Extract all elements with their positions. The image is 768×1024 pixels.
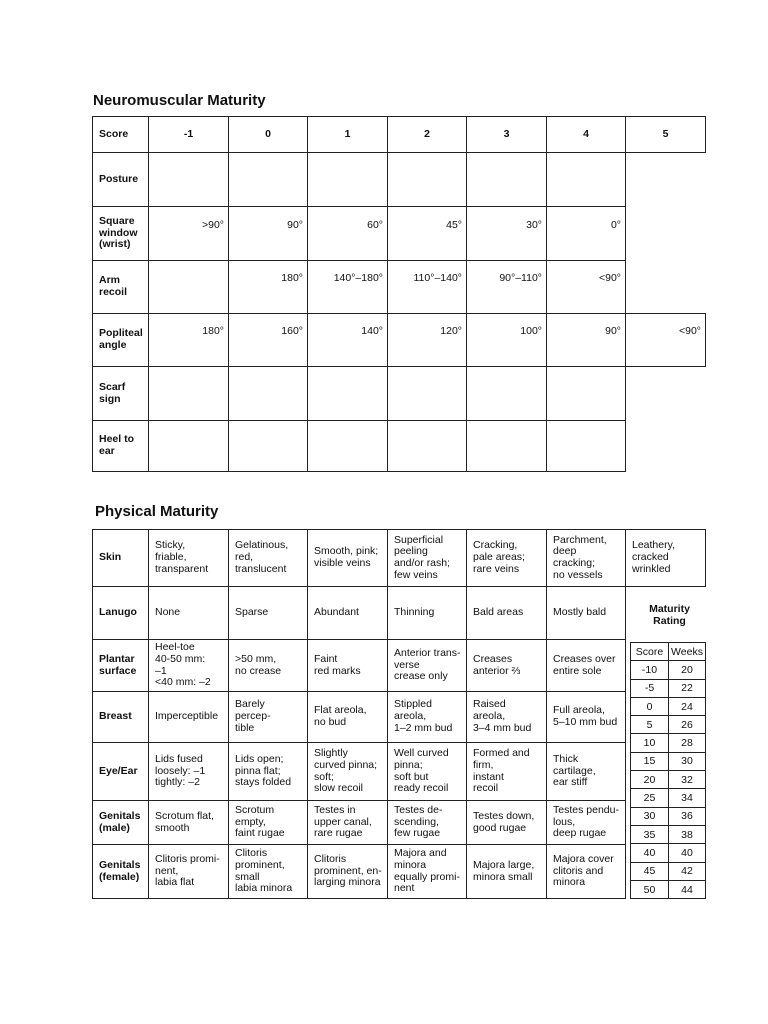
- neuro-row-label: Scarf sign: [93, 367, 149, 421]
- neuro-cell: [626, 207, 706, 261]
- rating-score: -5: [631, 679, 669, 697]
- physical-cell: Faint red marks: [308, 640, 388, 692]
- score-0: 0: [229, 117, 308, 153]
- neuro-row-label: Popliteal angle: [93, 314, 149, 367]
- physical-cell: Slightly curved pinna; soft; slow recoil: [308, 743, 388, 801]
- rating-weeks: 24: [669, 697, 706, 715]
- rating-weeks: 36: [669, 807, 706, 825]
- neuro-cell: [388, 207, 467, 261]
- neuro-cell: [626, 261, 706, 314]
- physical-row-label: Skin: [93, 530, 149, 587]
- neuro-cell: [308, 153, 388, 207]
- rating-row: [631, 844, 706, 862]
- rating-row: [631, 771, 706, 789]
- physical-cell: Creases anterior ⅔: [467, 640, 547, 692]
- physical-row: [93, 587, 706, 640]
- rating-score: 10: [631, 734, 669, 752]
- physical-cell: Thick cartilage, ear stiff: [547, 743, 626, 801]
- physical-cell: Full areola, 5–10 mm bud: [547, 692, 626, 743]
- rating-weeks: 42: [669, 862, 706, 880]
- rating-weeks: 30: [669, 752, 706, 770]
- angle-label: 140°–180°: [333, 272, 383, 285]
- neuro-cell: [149, 421, 229, 472]
- physical-maturity-table: [92, 529, 706, 899]
- rating-row: [631, 880, 706, 898]
- neuro-cell: [388, 367, 467, 421]
- physical-cell: Sparse: [229, 587, 308, 640]
- rating-row: [631, 789, 706, 807]
- neuro-cell: [547, 207, 626, 261]
- angle-label: 90°: [605, 325, 621, 338]
- neuro-cell: [149, 314, 229, 367]
- score-5: 5: [626, 117, 706, 153]
- neuro-row: [93, 421, 706, 472]
- physical-cell: Abundant: [308, 587, 388, 640]
- rating-weeks: 28: [669, 734, 706, 752]
- rating-header-row: [631, 643, 706, 661]
- physical-cell: Scrotum flat, smooth: [149, 801, 229, 845]
- rating-weeks: 20: [669, 661, 706, 679]
- neuro-cell: [547, 421, 626, 472]
- rating-weeks: 32: [669, 771, 706, 789]
- neuromuscular-table: [92, 116, 706, 472]
- angle-label: 160°: [281, 325, 303, 338]
- rating-weeks: 38: [669, 825, 706, 843]
- physical-cell: >50 mm, no crease: [229, 640, 308, 692]
- rating-score: 45: [631, 862, 669, 880]
- neuro-cell: [626, 421, 706, 472]
- neuro-cell: [229, 367, 308, 421]
- score-header-row: [93, 117, 706, 153]
- score-label: Score: [93, 117, 149, 153]
- angle-label: 90°–110°: [499, 272, 542, 285]
- rating-row: [631, 679, 706, 697]
- physical-row: [93, 801, 706, 845]
- physical-cell: Testes pendu- lous, deep rugae: [547, 801, 626, 845]
- angle-label: 180°: [202, 325, 224, 338]
- angle-label: 110°–140°: [413, 272, 462, 285]
- physical-cell: Lids open; pinna flat; stays folded: [229, 743, 308, 801]
- rating-row: [631, 697, 706, 715]
- physical-cell: Bald areas: [467, 587, 547, 640]
- physical-cell: Testes de- scending, few rugae: [388, 801, 467, 845]
- neuro-cell: [229, 421, 308, 472]
- physical-cell: Majora and minora equally promi- nent: [388, 845, 467, 899]
- angle-label: <90°: [678, 325, 701, 338]
- neuro-cell: [467, 153, 547, 207]
- physical-cell: Majora cover clitoris and minora: [547, 845, 626, 899]
- physical-cell: Sticky, friable, transparent: [149, 530, 229, 587]
- physical-cell: Parchment, deep cracking; no vessels: [547, 530, 626, 587]
- rating-score: 25: [631, 789, 669, 807]
- neuro-cell: [308, 421, 388, 472]
- physical-row: [93, 530, 706, 587]
- maturity-rating-table: [630, 642, 706, 899]
- rating-score: 50: [631, 880, 669, 898]
- neuro-cell: [149, 153, 229, 207]
- rating-weeks: 26: [669, 716, 706, 734]
- physical-row-label: Lanugo: [93, 587, 149, 640]
- physical-cell: Testes down, good rugae: [467, 801, 547, 845]
- physical-cell: Smooth, pink; visible veins: [308, 530, 388, 587]
- physical-row: [93, 640, 706, 692]
- physical-row: [93, 692, 706, 743]
- physical-cell: Majora large, minora small: [467, 845, 547, 899]
- physical-cell: Leathery, cracked wrinkled: [626, 530, 706, 587]
- physical-cell: Imperceptible: [149, 692, 229, 743]
- physical-row-label: Breast: [93, 692, 149, 743]
- neuro-cell: [388, 421, 467, 472]
- rating-score-header: Score: [631, 643, 669, 661]
- angle-label: 90°: [287, 218, 303, 231]
- angle-label: 140°: [361, 325, 383, 338]
- physical-cell: Raised areola, 3–4 mm bud: [467, 692, 547, 743]
- neuro-row: [93, 261, 706, 314]
- neuro-cell: [467, 314, 547, 367]
- rating-score: 35: [631, 825, 669, 843]
- rating-score: 40: [631, 844, 669, 862]
- physical-cell: Barely percep- tible: [229, 692, 308, 743]
- physical-cell: Flat areola, no bud: [308, 692, 388, 743]
- physical-cell: Thinning: [388, 587, 467, 640]
- neuro-row-label: Arm recoil: [93, 261, 149, 314]
- physical-cell: Cracking, pale areas; rare veins: [467, 530, 547, 587]
- neuro-row: [93, 367, 706, 421]
- neuro-row-label: Heel to ear: [93, 421, 149, 472]
- neuromuscular-title: Neuromuscular Maturity: [93, 92, 266, 109]
- rating-score: 15: [631, 752, 669, 770]
- neuro-cell: [308, 314, 388, 367]
- neuro-cell: [467, 421, 547, 472]
- score-1: 1: [308, 117, 388, 153]
- score-2: 2: [388, 117, 467, 153]
- neuro-cell: [388, 314, 467, 367]
- physical-cell: Formed and firm, instant recoil: [467, 743, 547, 801]
- angle-label: 60°: [367, 218, 383, 231]
- physical-row: [93, 743, 706, 801]
- rating-row: [631, 716, 706, 734]
- physical-row: [93, 845, 706, 899]
- rating-weeks-header: Weeks: [669, 643, 706, 661]
- physical-cell: Well curved pinna; soft but ready recoil: [388, 743, 467, 801]
- physical-row-label: Genitals (female): [93, 845, 149, 899]
- physical-cell: Creases over entire sole: [547, 640, 626, 692]
- neuro-cell: [149, 367, 229, 421]
- physical-row-label: Genitals (male): [93, 801, 149, 845]
- angle-label: 30°: [526, 218, 542, 231]
- score-minus1: -1: [149, 117, 229, 153]
- neuro-cell: [229, 153, 308, 207]
- neuro-cell: [626, 314, 706, 367]
- neuro-cell: [308, 367, 388, 421]
- neuro-cell: [388, 261, 467, 314]
- physical-cell: Clitoris promi- nent, labia flat: [149, 845, 229, 899]
- neuro-row: [93, 207, 706, 261]
- physical-cell: Mostly bald: [547, 587, 626, 640]
- neuro-cell: [547, 367, 626, 421]
- rating-weeks: 34: [669, 789, 706, 807]
- neuro-cell: [626, 153, 706, 207]
- physical-cell: None: [149, 587, 229, 640]
- neuro-row: [93, 314, 706, 367]
- physical-row-label: Plantar surface: [93, 640, 149, 692]
- neuro-cell: [547, 261, 626, 314]
- physical-cell: Superficial peeling and/or rash; few veins: [388, 530, 467, 587]
- rating-row: [631, 752, 706, 770]
- physical-cell: Anterior trans- verse crease only: [388, 640, 467, 692]
- score-4: 4: [547, 117, 626, 153]
- neuro-row-label: Square window (wrist): [93, 207, 149, 261]
- rating-row: [631, 862, 706, 880]
- physical-cell: Clitoris prominent, en- larging minora: [308, 845, 388, 899]
- angle-label: 0°: [610, 218, 621, 231]
- neuro-cell: [308, 207, 388, 261]
- rating-row: [631, 661, 706, 679]
- physical-cell: Gelatinous, red, translucent: [229, 530, 308, 587]
- score-3: 3: [467, 117, 547, 153]
- neuro-cell: [467, 207, 547, 261]
- rating-weeks: 44: [669, 880, 706, 898]
- physical-row-label: Eye/Ear: [93, 743, 149, 801]
- physical-cell: Stippled areola, 1–2 mm bud: [388, 692, 467, 743]
- rating-score: 5: [631, 716, 669, 734]
- physical-cell: Lids fused loosely: –1 tightly: –2: [149, 743, 229, 801]
- neuro-row-label: Posture: [93, 153, 149, 207]
- angle-label: 100°: [520, 325, 542, 338]
- neuro-cell: [149, 207, 229, 261]
- physical-cell: Heel-toe 40-50 mm: –1 <40 mm: –2: [149, 640, 229, 692]
- angle-label: <90°: [598, 272, 621, 285]
- neuro-cell: [547, 314, 626, 367]
- angle-label: 120°: [440, 325, 462, 338]
- rating-row: [631, 825, 706, 843]
- neuro-cell: [229, 314, 308, 367]
- angle-label: 180°: [281, 272, 303, 285]
- rating-weeks: 40: [669, 844, 706, 862]
- angle-label: 45°: [446, 218, 462, 231]
- neuro-cell: [149, 261, 229, 314]
- physical-cell: Testes in upper canal, rare rugae: [308, 801, 388, 845]
- neuro-cell: [467, 367, 547, 421]
- neuro-cell: [229, 207, 308, 261]
- neuro-cell: [547, 153, 626, 207]
- rating-score: 20: [631, 771, 669, 789]
- angle-label: >90°: [201, 218, 224, 231]
- neuro-row: [93, 153, 706, 207]
- neuro-cell: [308, 261, 388, 314]
- neuro-cell: [626, 367, 706, 421]
- rating-score: 30: [631, 807, 669, 825]
- neuro-cell: [388, 153, 467, 207]
- physical-cell: Clitoris prominent, small labia minora: [229, 845, 308, 899]
- physical-cell: Scrotum empty, faint rugae: [229, 801, 308, 845]
- maturity-rating-title: Maturity Rating: [649, 603, 690, 628]
- rating-row: [631, 807, 706, 825]
- rating-weeks: 22: [669, 679, 706, 697]
- neuro-cell: [467, 261, 547, 314]
- neuro-cell: [229, 261, 308, 314]
- rating-row: [631, 734, 706, 752]
- rating-score: -10: [631, 661, 669, 679]
- rating-score: 0: [631, 697, 669, 715]
- physical-title: Physical Maturity: [95, 503, 219, 520]
